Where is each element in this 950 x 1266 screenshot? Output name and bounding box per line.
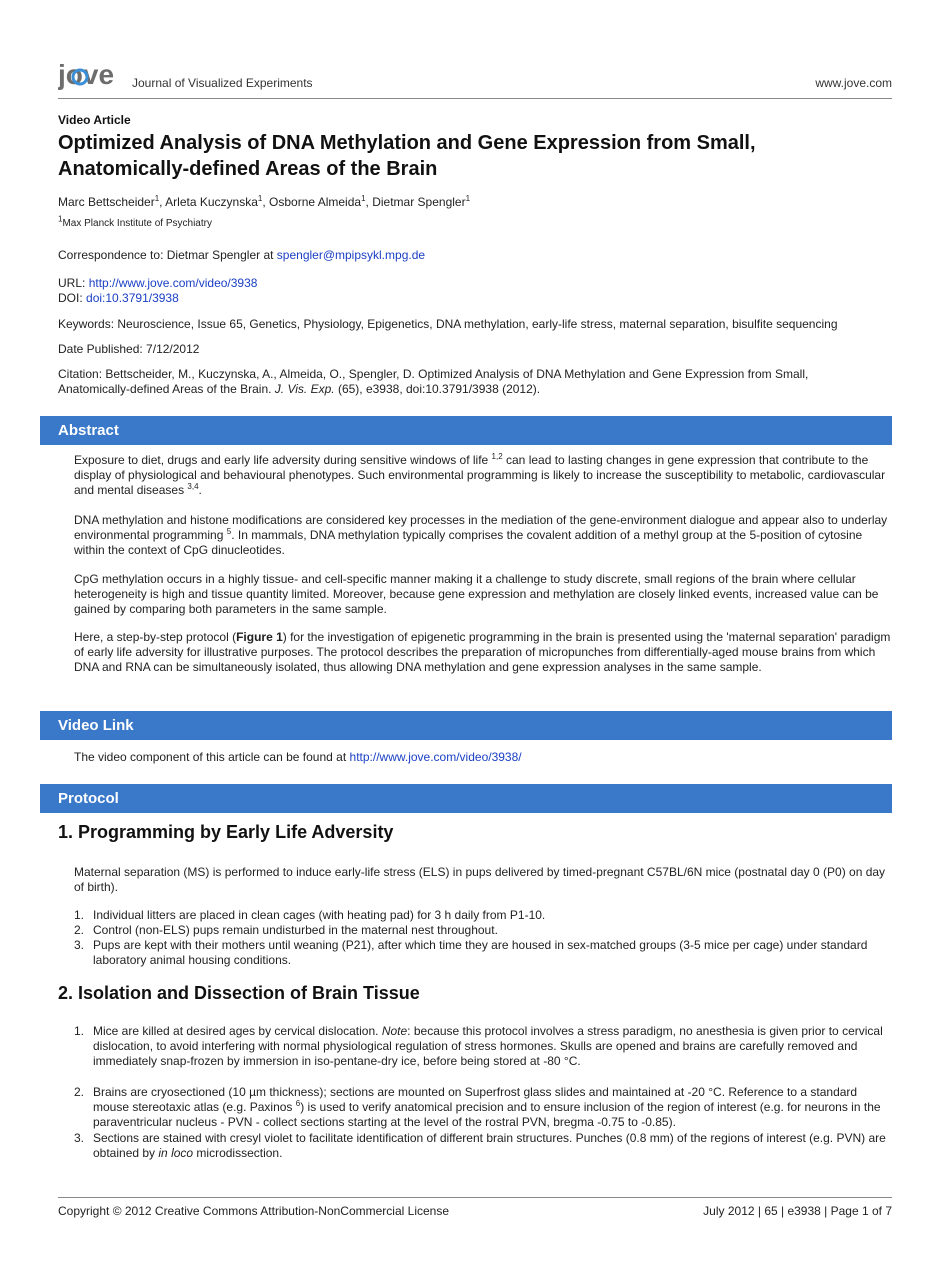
url-line <box>58 276 892 291</box>
text-run: Here, a step-by-step protocol ( <box>74 630 237 644</box>
abstract-paragraph-3: CpG methylation occurs in a highly tissue- and cell-specific manner making it a challenge to study discrete, small regions of the brain where cellular heterogeneity is high and tissue quantity limited. Moreover, because gene expression and methylation are closely linked events, increased value can be gained by comparing both parameters in the same sample. <box>74 572 879 616</box>
abstract-paragraph-2 <box>74 513 892 558</box>
citation-details: (65), e3938, doi:10.3791/3938 (2012). <box>334 382 541 396</box>
text-run: Sections are stained with cresyl violet to facilitate identification of different brain structures. Punches (0.8 mm) of the regions of interest (e.g. PVN) are obtained by <box>93 1131 886 1160</box>
step-number: 2. <box>74 923 85 937</box>
step-text: Individual litters are placed in clean cages (with heating pad) for 3 h daily from P1-10. <box>93 908 546 922</box>
text-run: DNA methylation and histone modifications are considered key processes in the mediation of the gene-environment dialogue and appear also to underlay environmental programming <box>74 513 888 542</box>
author-list <box>58 195 892 209</box>
list-item <box>74 938 892 968</box>
text-run: . <box>198 483 202 497</box>
correspondence-label: Correspondence to: Dietmar Spengler at <box>58 248 277 262</box>
affiliation <box>58 214 892 229</box>
author-separator: , <box>365 195 373 209</box>
doi-link[interactable]: doi:10.3791/3938 <box>86 291 179 305</box>
citation-line-1: Citation: Bettscheider, M., Kuczynska, A., Almeida, O., Spengler, D. Optimized Analysis of DNA Methylation and Gene Expression from Small, <box>58 367 809 381</box>
citation-title-end: Anatomically-defined Areas of the Brain. <box>58 382 275 396</box>
keywords: Keywords: Neuroscience, Issue 65, Genetics, Physiology, Epigenetics, DNA methylation, early-life stress, maternal separation, bisulfite sequencing <box>58 317 838 331</box>
citation-ref: 5 <box>226 527 232 536</box>
list-item <box>74 1024 892 1069</box>
date-published: Date Published: 7/12/2012 <box>58 342 200 356</box>
text-run: ) is used to verify anatomical precision and to ensure inclusion of the region of interest (e.g. for neurons in the paraventricular nucleus - PVN - collect sections starting at the level of the rostral PVN, bregma -0.75 to -0.85). <box>93 1100 881 1129</box>
author-affiliation-mark: 1 <box>361 194 366 203</box>
author: Arleta Kuczynska <box>165 195 258 209</box>
abstract-paragraph-4 <box>74 630 892 675</box>
step-text <box>93 1131 892 1161</box>
article-title <box>58 130 892 182</box>
step-number: 3. <box>74 1131 85 1145</box>
author: Osborne Almeida <box>269 195 362 209</box>
journal-name: Journal of Visualized Experiments <box>132 76 313 90</box>
affiliation-mark: 1 <box>58 214 63 224</box>
author-separator: , <box>262 195 270 209</box>
list-item <box>74 908 892 923</box>
doi-label: DOI: <box>58 291 87 305</box>
citation-journal: J. Vis. Exp. <box>274 382 335 396</box>
abstract-paragraph-1 <box>74 453 892 498</box>
step-text <box>93 1024 892 1069</box>
url-label: URL: <box>58 276 89 290</box>
text-run: . In mammals, DNA methylation typically comprises the covalent addition of a methyl group at the 5-position of cytosine within the context of CpG dinucleotides. <box>74 528 863 557</box>
step-text: Pups are kept with their mothers until weaning (P21), after which time they are housed in sex-matched groups (3-5 mice per cage) under standard laboratory animal housing conditions. <box>93 938 868 967</box>
author-separator: , <box>159 195 166 209</box>
video-link-heading-bar: Video Link <box>40 711 892 740</box>
figure-ref: Figure 1 <box>236 630 283 644</box>
citation-ref: 6 <box>295 1099 301 1108</box>
correspondence-email-link[interactable]: spengler@mpipsykl.mpg.de <box>276 248 426 262</box>
jove-logo[interactable] <box>58 60 126 94</box>
text-run: Exposure to diet, drugs and early life adversity during sensitive windows of life <box>74 453 492 467</box>
text-run: Mice are killed at desired ages by cervical dislocation. <box>93 1024 382 1038</box>
author-affiliation-mark: 1 <box>154 194 160 203</box>
text-run: microdissection. <box>193 1146 283 1160</box>
author-affiliation-mark: 1 <box>465 194 471 203</box>
video-url-link[interactable]: http://www.jove.com/video/3938/ <box>349 750 522 764</box>
latin-term: in loco <box>158 1146 194 1160</box>
list-item <box>74 1131 892 1161</box>
step-text <box>93 1085 892 1130</box>
page-header <box>58 58 892 99</box>
text-run: : because this protocol involves a stress paradigm, no anesthesia is given prior to cervical dislocation, to avoid interfering with normal physiological regulation of stress hormones. Skulls are opened and brains are carefully removed and immediately snap-frozen by immersion in iso-pentane-dry ice, before being stored at -80 °C. <box>93 1024 883 1068</box>
step-number: 1. <box>74 908 85 922</box>
text-run: ) for the investigation of epigenetic programming in the brain is presented using the 'maternal separation' paradigm of early life adversity for illustrative purposes. The protocol describes the preparation of micropunches from differentially-aged mouse brains from which DNA and RNA can be simultaneously isolated, thus allowing DNA methylation and gene expression analyses in the same sample. <box>74 630 891 674</box>
section-1-title: 1. Programming by Early Life Adversity <box>58 822 394 842</box>
citation <box>58 367 892 397</box>
step-number: 1. <box>74 1024 85 1038</box>
page-footer <box>58 1197 892 1218</box>
text-run: can lead to lasting changes in gene expression that contribute to the display of physiological and behavioural phenotypes. Such environmental programming is likely to increase the susceptibility to metabolic, cardiovascular and mental diseases <box>74 453 886 497</box>
video-link-paragraph <box>74 750 892 765</box>
author: Dietmar Spengler <box>372 195 466 209</box>
list-item <box>74 1085 892 1130</box>
note-label: Note <box>381 1024 408 1038</box>
author-affiliation-mark: 1 <box>257 194 263 203</box>
list-item <box>74 923 892 938</box>
text-run: Brains are cryosectioned (10 µm thickness); sections are mounted on Superfrost glass slides and maintained at -20 °C. Reference to a standard mouse stereotaxic atlas (e.g. Paxinos <box>93 1085 858 1114</box>
doi-line <box>58 291 892 306</box>
article-type: Video Article <box>58 113 131 127</box>
title-line-2: Anatomically-defined Areas of the Brain <box>58 158 438 180</box>
citation-ref: 3,4 <box>187 482 199 491</box>
title-line-1: Optimized Analysis of DNA Methylation and Gene Expression from Small, <box>58 132 756 154</box>
step-number: 3. <box>74 938 85 952</box>
author: Marc Bettscheider <box>58 195 155 209</box>
text-run: The video component of this article can be found at <box>74 750 350 764</box>
correspondence <box>58 248 892 263</box>
section-1-intro: Maternal separation (MS) is performed to induce early-life stress (ELS) in pups delivered by timed-pregnant C57BL/6N mice (postnatal day 0 (P0) on day of birth). <box>74 865 886 894</box>
step-number: 2. <box>74 1085 85 1099</box>
article-url-link[interactable]: http://www.jove.com/video/3938 <box>88 276 258 290</box>
website-link[interactable]: www.jove.com <box>815 76 892 90</box>
citation-ref: 1,2 <box>491 452 503 461</box>
step-text: Control (non-ELS) pups remain undisturbed in the maternal nest throughout. <box>93 923 498 937</box>
copyright-notice: Copyright © 2012 Creative Commons Attribution-NonCommercial License <box>58 1204 450 1218</box>
affiliation-name: Max Planck Institute of Psychiatry <box>62 218 212 229</box>
section-2-title: 2. Isolation and Dissection of Brain Tissue <box>58 983 420 1003</box>
abstract-heading-bar: Abstract <box>40 416 892 445</box>
protocol-heading-bar: Protocol <box>40 784 892 813</box>
jove-logo-text: jove <box>58 60 115 90</box>
page-info: July 2012 | 65 | e3938 | Page 1 of 7 <box>703 1204 892 1218</box>
